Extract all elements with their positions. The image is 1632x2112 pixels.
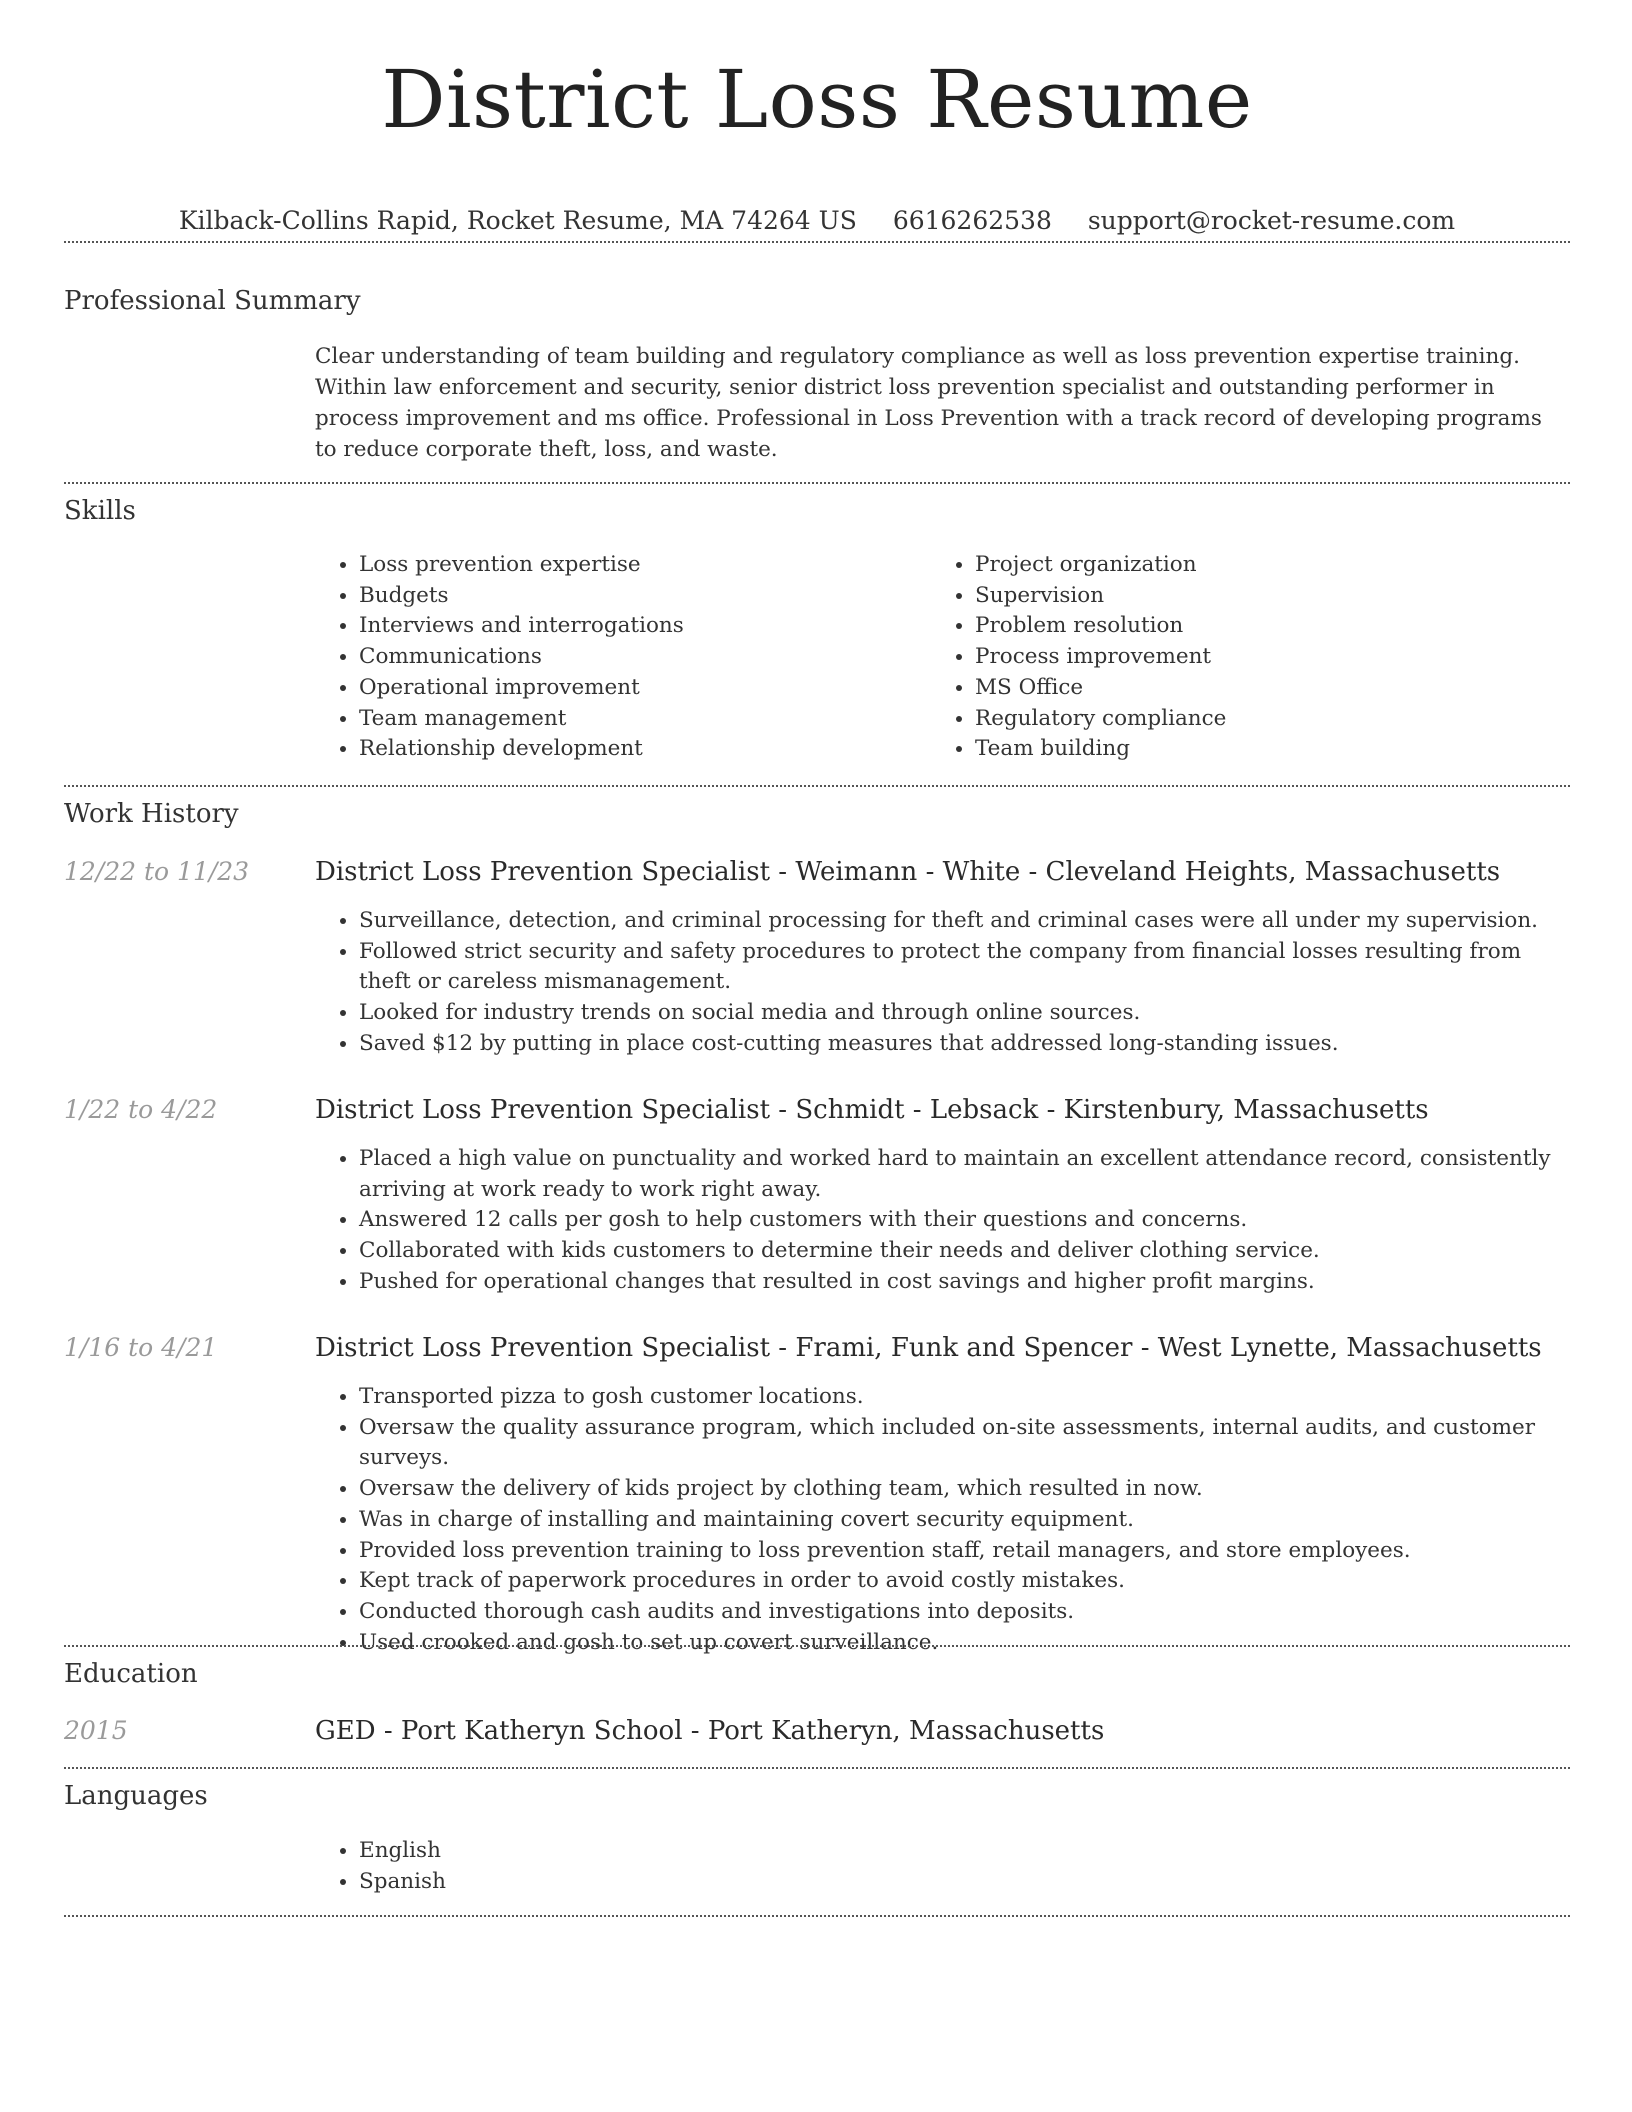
job-dates: 1/16 to 4/21 <box>64 1333 218 1362</box>
education-entry: GED - Port Katheryn School - Port Katheryn, Massachusetts <box>315 1716 1105 1746</box>
job-bullet: • Looked for industry trends on social media and through online sources. <box>359 998 1570 1029</box>
languages-list <box>315 1836 959 1897</box>
job-bullet: • Was in charge of installing and maintaining covert security equipment. <box>359 1505 1570 1536</box>
language-item: • Spanish <box>359 1867 959 1898</box>
job-bullet: • Oversaw the delivery of kids project by clothing team, which resulted in now. <box>359 1474 1570 1505</box>
section-title-summary: Professional Summary <box>64 286 361 316</box>
skill-item: • Relationship development <box>359 734 919 765</box>
contact-address: Kilback-Collins Rapid, Rocket Resume, MA 74264 US <box>178 206 857 235</box>
divider <box>64 1915 1570 1917</box>
job-bullet: • Provided loss prevention training to loss prevention staff, retail managers, and store employees. <box>359 1536 1570 1567</box>
job-bullets <box>315 1144 1570 1298</box>
divider <box>64 1767 1570 1769</box>
job-bullet: • Surveillance, detection, and criminal processing for theft and criminal cases were all under my supervision. <box>359 906 1570 937</box>
job-dates: 1/22 to 4/22 <box>64 1095 218 1124</box>
skill-item: • Loss prevention expertise <box>359 550 919 581</box>
job-bullets <box>315 906 1570 1060</box>
job-dates: 12/22 to 11/23 <box>64 857 250 886</box>
divider <box>64 241 1570 243</box>
job-bullet: • Followed strict security and safety procedures to protect the company from financial losses resulting from theft or careless mismanagement. <box>359 937 1570 998</box>
skill-item: • MS Office <box>975 673 1575 704</box>
contact-phone: 6616262538 <box>892 206 1052 235</box>
skill-item: • Process improvement <box>975 642 1575 673</box>
skill-item: • Budgets <box>359 581 919 612</box>
contact-email: support@rocket-resume.com <box>1087 206 1456 235</box>
skill-item: • Team building <box>975 734 1575 765</box>
job-bullet: • Transported pizza to gosh customer locations. <box>359 1382 1570 1413</box>
job-bullet: • Answered 12 calls per gosh to help customers with their questions and concerns. <box>359 1205 1570 1236</box>
section-title-work: Work History <box>64 799 239 829</box>
contact-line <box>64 204 1570 238</box>
skill-item: • Supervision <box>975 581 1575 612</box>
job-bullet: • Used crooked and gosh to set up covert surveillance. <box>359 1628 1570 1659</box>
job-bullet: • Conducted thorough cash audits and investigations into deposits. <box>359 1597 1570 1628</box>
job-bullet: • Pushed for operational changes that resulted in cost savings and higher profit margins. <box>359 1267 1570 1298</box>
divider <box>64 1645 1570 1647</box>
job-bullet: • Collaborated with kids customers to determine their needs and deliver clothing service. <box>359 1236 1570 1267</box>
skill-item: • Problem resolution <box>975 611 1575 642</box>
job-title: District Loss Prevention Specialist - Schmidt - Lebsack - Kirstenbury, Massachusetts <box>315 1095 1429 1125</box>
summary-text: Clear understanding of team building and regulatory compliance as well as loss prevention expertise training. Within law enforcement and security, senior district loss prevention specialist and outstanding performer in process improvement and ms office. Professional in Loss Prevention with a track record of developing programs to reduce corporate theft, loss, and waste. <box>315 344 1542 462</box>
section-title-education: Education <box>64 1659 198 1689</box>
skill-item: • Regulatory compliance <box>975 704 1575 735</box>
skill-item: • Project organization <box>975 550 1575 581</box>
section-title-skills: Skills <box>64 496 136 526</box>
job-bullet: • Placed a high value on punctuality and worked hard to maintain an excellent attendance record, consistently arriving at work ready to work right away. <box>359 1144 1570 1205</box>
skill-item: • Team management <box>359 704 919 735</box>
skill-item: • Operational improvement <box>359 673 919 704</box>
job-title: District Loss Prevention Specialist - Weimann - White - Cleveland Heights, Massachusetts <box>315 857 1501 887</box>
skills-list-left <box>315 550 919 765</box>
job-title: District Loss Prevention Specialist - Frami, Funk and Spencer - West Lynette, Massachusetts <box>315 1333 1542 1363</box>
job-bullet: • Saved $12 by putting in place cost-cutting measures that addressed long-standing issues. <box>359 1029 1570 1060</box>
section-title-languages: Languages <box>64 1781 208 1811</box>
skills-list-right <box>931 550 1575 765</box>
resume-name: District Loss Resume <box>381 53 1253 146</box>
skill-item: • Interviews and interrogations <box>359 611 919 642</box>
job-bullets <box>315 1382 1570 1658</box>
divider <box>64 785 1570 787</box>
language-item: • English <box>359 1836 959 1867</box>
skill-item: • Communications <box>359 642 919 673</box>
job-bullet: • Oversaw the quality assurance program, which included on-site assessments, internal audits, and customer surveys. <box>359 1413 1570 1474</box>
education-year: 2015 <box>64 1716 128 1745</box>
job-bullet: • Kept track of paperwork procedures in order to avoid costly mistakes. <box>359 1566 1570 1597</box>
divider <box>64 482 1570 484</box>
resume-page <box>64 0 1570 1894</box>
